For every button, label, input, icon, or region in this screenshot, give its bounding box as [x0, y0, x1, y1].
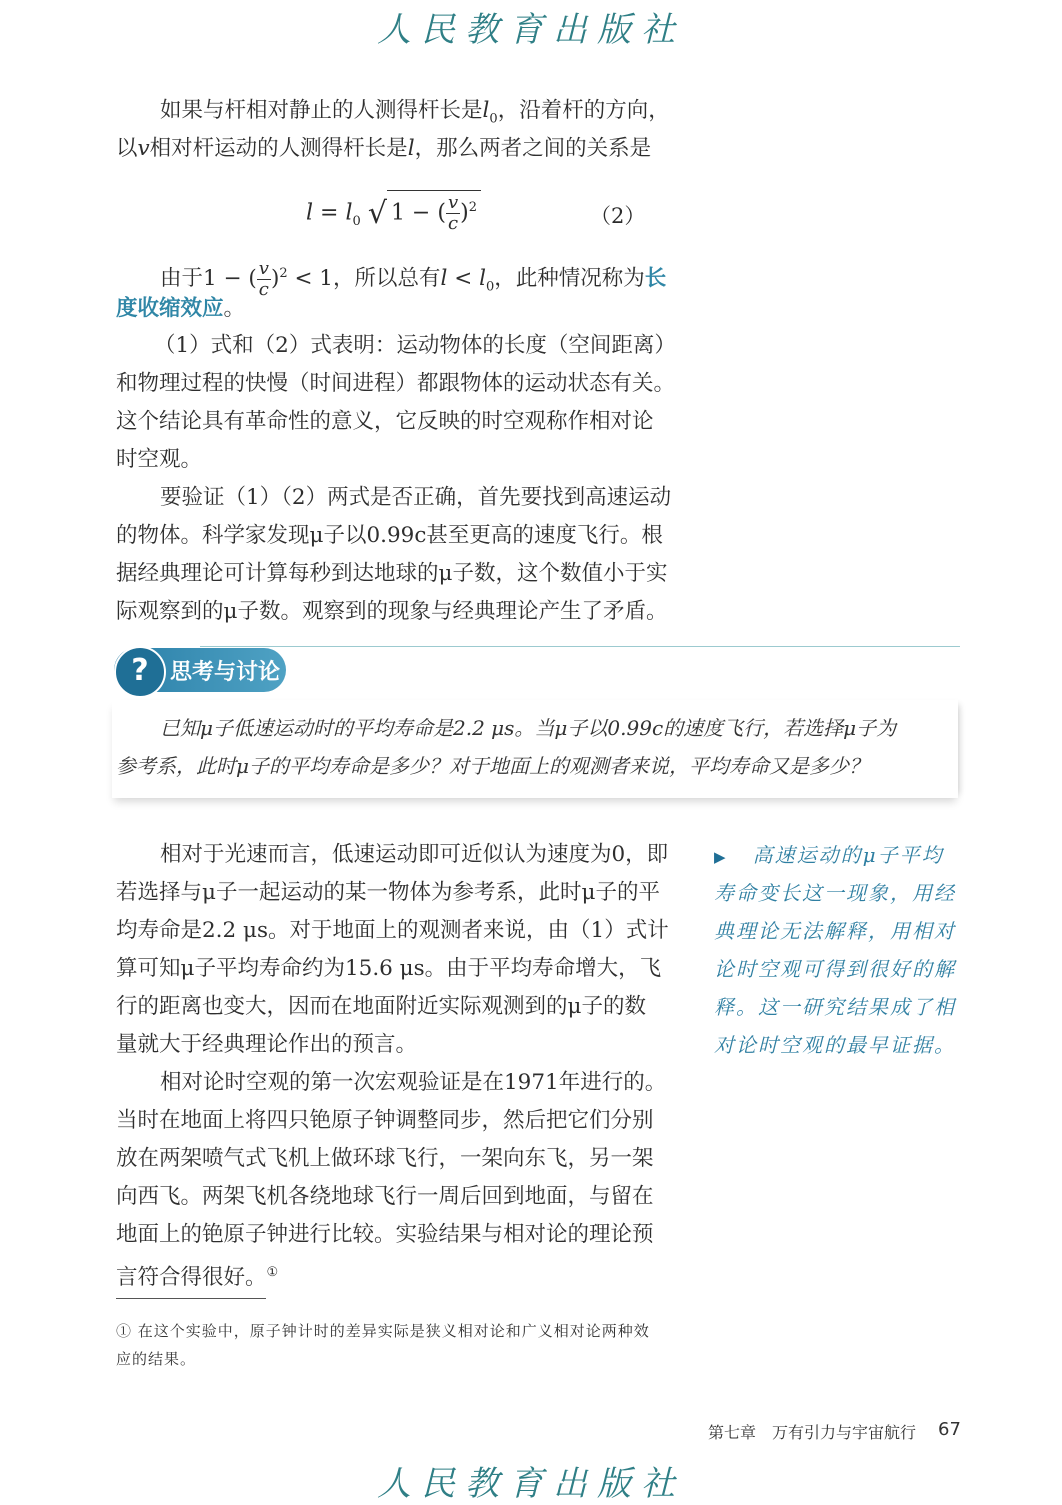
sqrt-body [387, 190, 481, 234]
sidenote-line1 [714, 836, 944, 876]
sidenote-text: 高速运动的μ子平均 [752, 843, 944, 867]
para1-line2 [116, 130, 651, 168]
para4-line2: 的物体。科学家发现μ子以0.99c甚至更高的速度飞行。根 [116, 523, 663, 548]
key-term-length-contraction: 度收缩效应 [116, 296, 224, 321]
fraction-denominator: c [448, 213, 459, 234]
para1-text: ，沿着杆的方向， [497, 98, 670, 123]
footnote-line1: ① 在这个实验中，原子钟计时的差异实际是狭义相对论和广义相对论两种效 [116, 1322, 650, 1340]
para6-line6 [116, 1254, 278, 1297]
subscript-zero: 0 [489, 111, 498, 127]
symbol-l: l [407, 136, 415, 161]
para5-line2: 若选择与μ子一起运动的某一物体为参考系，此时μ子的平 [116, 880, 660, 905]
para1-text: ，那么两者之间的关系是 [414, 136, 652, 161]
superscript-two: 2 [468, 200, 478, 216]
para2-end: 。 [223, 296, 246, 321]
para4-line1: 要验证（1）（2）两式是否正确，首先要找到高速运动 [160, 485, 672, 510]
fraction-numerator: v [447, 192, 459, 213]
less-than: < [454, 266, 473, 292]
think-discuss-title: 思考与讨论 [170, 660, 281, 685]
superscript-two: 2 [279, 266, 288, 281]
footnote-line2: 应的结果。 [116, 1350, 197, 1368]
formula-length-contraction [306, 190, 481, 234]
para4-line3: 据经典理论可计算每秒到达地球的μ子数，这个数值小于实 [116, 561, 668, 586]
fraction-denominator: c [258, 278, 269, 300]
para6-line1: 相对论时空观的第一次宏观验证是在1971年进行的。 [160, 1070, 667, 1095]
think-line2: 参考系，此时μ子的平均寿命是多少？对于地面上的观测者来说，平均寿命又是多少？ [116, 754, 869, 778]
para5-line1: 相对于光速而言，低速运动即可近似认为速度为0，即 [160, 842, 669, 867]
para1-text: 如果与杆相对静止的人测得杆长是 [160, 98, 483, 123]
symbol-l0: l [482, 98, 490, 123]
formula-lhs: l [306, 200, 314, 226]
para6-line3: 放在两架喷气式飞机上做环球飞行，一架向东飞，另一架 [116, 1146, 654, 1171]
para2-line2 [116, 290, 245, 328]
para6-text: 言符合得很好。 [116, 1265, 267, 1291]
para3-line2: 和物理过程的快慢（时间进程）都跟物体的运动状态有关。 [116, 371, 676, 396]
para2-text: < 1，所以总有 [294, 266, 441, 292]
para6-line5: 地面上的铯原子钟进行比较。实验结果与相对论的理论预 [116, 1222, 654, 1247]
key-term-part1: 长 [644, 266, 667, 292]
close-paren: ) [270, 266, 280, 292]
publisher-logo-bottom: 人民教育出版社 [377, 1464, 685, 1504]
para2-prefix: 由于1 − [160, 266, 242, 292]
symbol-l: l [440, 266, 448, 292]
symbol-v: v [137, 136, 150, 161]
close-paren: ) [460, 200, 469, 226]
para3-line4: 时空观。 [116, 447, 203, 472]
sidenote-line4: 论时空观可得到很好的解 [714, 957, 956, 981]
question-mark-icon: ? [114, 646, 166, 698]
para6-line2: 当时在地面上将四只铯原子钟调整同步，然后把它们分别 [116, 1108, 654, 1133]
page-number: 67 [938, 1419, 961, 1440]
open-paren: ( [437, 200, 446, 226]
para3-line3: 这个结论具有革命性的意义，它反映的时空观称作相对论 [116, 409, 654, 434]
para1-text: 以 [116, 136, 138, 161]
para5-line4: 算可知μ子平均寿命约为15.6 μs。由于平均寿命增大，飞 [116, 956, 662, 981]
formula-eq: = [320, 200, 339, 226]
think-line1: 已知μ子低速运动时的平均寿命是2.2 μs。当μ子以0.99c的速度飞行，若选择μ子为 [160, 716, 897, 740]
sqrt-symbol: √ [367, 196, 387, 231]
para6-line4: 向西飞。两架飞机各绕地球飞行一周后回到地面，与留在 [116, 1184, 654, 1209]
para3-line1: （1）式和（2）式表明：运动物体的长度（空间距离） [154, 333, 676, 358]
think-divider [200, 646, 960, 647]
para2-text: ，此种情况称为 [494, 266, 645, 292]
sidenote-line3: 典理论无法解释，用相对 [714, 919, 956, 943]
para5-line5: 行的距离也变大，因而在地面附近实际观测到的μ子的数 [116, 994, 646, 1019]
fraction-numerator: v [258, 257, 269, 279]
fraction-v-over-c-inline [257, 259, 271, 300]
sidenote-line2: 寿命变长这一现象，用经 [714, 881, 956, 905]
sidenote-line5: 释。这一研究结果成了相 [714, 995, 956, 1019]
sidenote-line6: 对论时空观的最早证据。 [714, 1033, 956, 1057]
footnote-divider [116, 1298, 266, 1299]
para4-line4: 际观察到的μ子数。观察到的现象与经典理论产生了矛盾。 [116, 599, 668, 624]
open-paren: ( [248, 266, 257, 292]
triangle-marker-icon: ▶ [714, 848, 728, 866]
formula-l0: l [345, 200, 353, 226]
formula-subscript: 0 [352, 213, 361, 229]
formula-one-minus: 1 − [390, 200, 431, 226]
publisher-logo: 人民教育出版社 [377, 10, 685, 50]
chapter-title: 第七章 万有引力与宇宙航行 [708, 1423, 917, 1442]
footnote-reference[interactable]: ① [266, 1265, 279, 1280]
para1-text: 相对杆运动的人测得杆长是 [149, 136, 408, 161]
para5-line3: 均寿命是2.2 μs。对于地面上的观测者来说，由（1）式计 [116, 918, 669, 943]
subscript-zero: 0 [485, 279, 495, 295]
symbol-l0: l [479, 266, 486, 292]
para5-line6: 量就大于经典理论作出的预言。 [116, 1032, 418, 1057]
formula-number: （2） [590, 204, 646, 228]
fraction-v-over-c [446, 193, 460, 234]
